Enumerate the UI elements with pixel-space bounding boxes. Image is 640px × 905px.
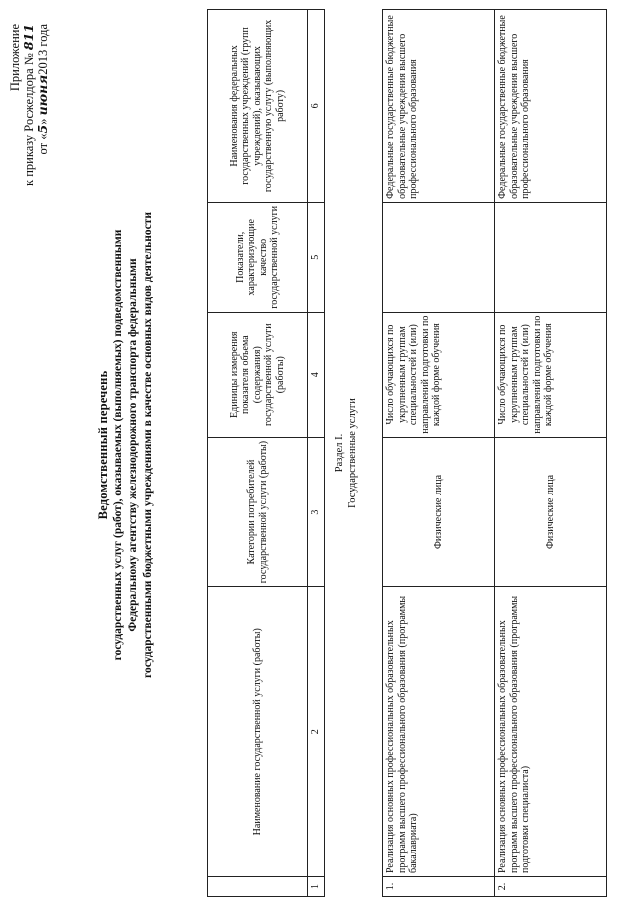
consumer-category: Физические лица: [495, 437, 607, 587]
header-cell-consumers: Категории потребителей государственной услуги (работы): [208, 437, 308, 587]
header-cell-institutions: Наименования федеральных государственных учреждений (групп учреждений), оказывающих государственную услугу (выполняющих работу): [208, 10, 308, 203]
services-table: [382, 9, 607, 897]
title-line-1: Ведомственный перечень: [96, 370, 110, 520]
table-row: [383, 10, 495, 897]
column-number: 1: [308, 877, 325, 897]
date-mid: »: [36, 115, 50, 125]
date-prefix: от «: [36, 133, 50, 155]
quality-indicator: [383, 202, 495, 312]
document-title: [96, 105, 156, 785]
header-cell-service: Наименование государственной услуги (работы): [208, 587, 308, 877]
order-date: [36, 24, 50, 186]
appendix-header: [8, 24, 50, 186]
order-month: июня: [35, 74, 50, 116]
volume-unit: Число обучающихся по укрупненным группам специальностей и (или) направлений подготовки по каждой форме обучения: [383, 312, 495, 437]
order-day: 5: [35, 124, 50, 134]
service-name: Реализация основных профессиональных образовательных программ высшего профессионального образования (программы подготовки специалиста): [495, 587, 607, 877]
title-line-2: государственных услуг (работ), оказываемых (выполняемых) подведомственными: [112, 229, 124, 661]
order-number: 811: [21, 24, 36, 51]
column-number: 5: [308, 202, 325, 312]
table-header: [207, 9, 325, 897]
header-row: [208, 10, 308, 897]
column-number: 6: [308, 10, 325, 203]
section-title: Государственные услуги: [347, 398, 358, 508]
header-cell-unit: Единицы измерения показателя объема (содержания) государственной услуги (работы): [208, 312, 308, 437]
column-number: 3: [308, 437, 325, 587]
appendix-label: Приложение: [8, 24, 22, 92]
table-row: [495, 10, 607, 897]
title-line-3: Федеральному агентству железнодорожного транспорта федеральными: [127, 258, 139, 632]
consumer-category: Физические лица: [383, 437, 495, 587]
row-number: 1.: [383, 877, 495, 897]
volume-unit: Число обучающихся по укрупненным группам специальностей и (или) направлений подготовки по каждой форме обучения: [495, 312, 607, 437]
header-cell-num: [208, 877, 308, 897]
institution-type: Федеральные государственные бюджетные образовательные учреждения высшего профессионального образования: [495, 10, 607, 203]
section-heading: [333, 9, 359, 897]
service-name: Реализация основных профессиональных образовательных программ высшего профессионального образования (программы бакалавриата): [383, 587, 495, 877]
header-cell-quality: Показатели, характеризующие качество государственной услуги: [208, 202, 308, 312]
quality-indicator: [495, 202, 607, 312]
column-number-row: [308, 10, 325, 897]
order-reference: [22, 24, 36, 186]
row-number: 2.: [495, 877, 607, 897]
column-number: 2: [308, 587, 325, 877]
date-suffix: 2013 года: [36, 24, 50, 75]
section-label: Раздел I.: [334, 433, 345, 473]
title-line-4: государственными бюджетными учреждениями в качестве основных видов деятельности: [142, 212, 154, 678]
institution-type: Федеральные государственные бюджетные образовательные учреждения высшего профессионального образования: [383, 10, 495, 203]
order-prefix: к приказу Росжелдора №: [22, 50, 36, 186]
column-number: 4: [308, 312, 325, 437]
